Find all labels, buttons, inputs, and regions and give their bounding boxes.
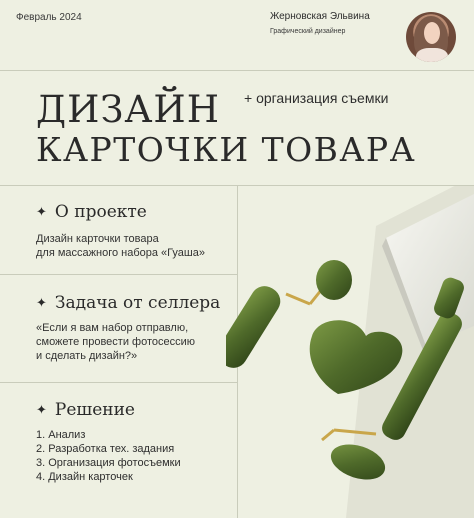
- date-label: Февраль 2024: [16, 12, 82, 23]
- section-heading: О проекте: [54, 202, 147, 222]
- list-item: 4. Дизайн карточек: [36, 471, 133, 483]
- list-item: 3. Организация фотосъемки: [36, 457, 181, 469]
- section-text-line: и сделать дизайн?»: [36, 350, 138, 362]
- title-line-1: ДИЗАЙН: [36, 88, 220, 131]
- section-about: [36, 202, 205, 260]
- divider-section-1: [0, 274, 238, 275]
- divider-top: [0, 70, 474, 71]
- section-solution: [36, 400, 181, 484]
- avatar: [406, 12, 456, 62]
- section-text-line: «Если я вам набор отправлю,: [36, 322, 189, 334]
- page-subtitle: + организация съемки: [244, 90, 389, 106]
- sparkle-icon: ✦: [36, 295, 47, 311]
- title-line-2: КАРТОЧКИ ТОВАРА: [36, 130, 417, 169]
- section-heading: Задача от селлера: [54, 293, 221, 313]
- list-item: 2. Разработка тех. задания: [36, 443, 175, 455]
- section-heading: Решение: [54, 400, 135, 420]
- sparkle-icon: ✦: [36, 402, 47, 418]
- author-info: [270, 11, 400, 35]
- divider-section-2: [0, 382, 238, 383]
- section-text-line: для массажного набора «Гуаша»: [36, 247, 205, 259]
- author-name: Жерновская Эльвина: [270, 11, 370, 22]
- steps-list: [36, 428, 181, 484]
- product-photo: [226, 186, 474, 518]
- section-task: [36, 293, 220, 363]
- list-item: 1. Анализ: [36, 429, 86, 441]
- sparkle-icon: ✦: [36, 204, 47, 220]
- section-text-line: сможете провести фотосессию: [36, 336, 195, 348]
- author-role: Графический дизайнер: [270, 28, 346, 35]
- section-text-line: Дизайн карточки товара: [36, 233, 159, 245]
